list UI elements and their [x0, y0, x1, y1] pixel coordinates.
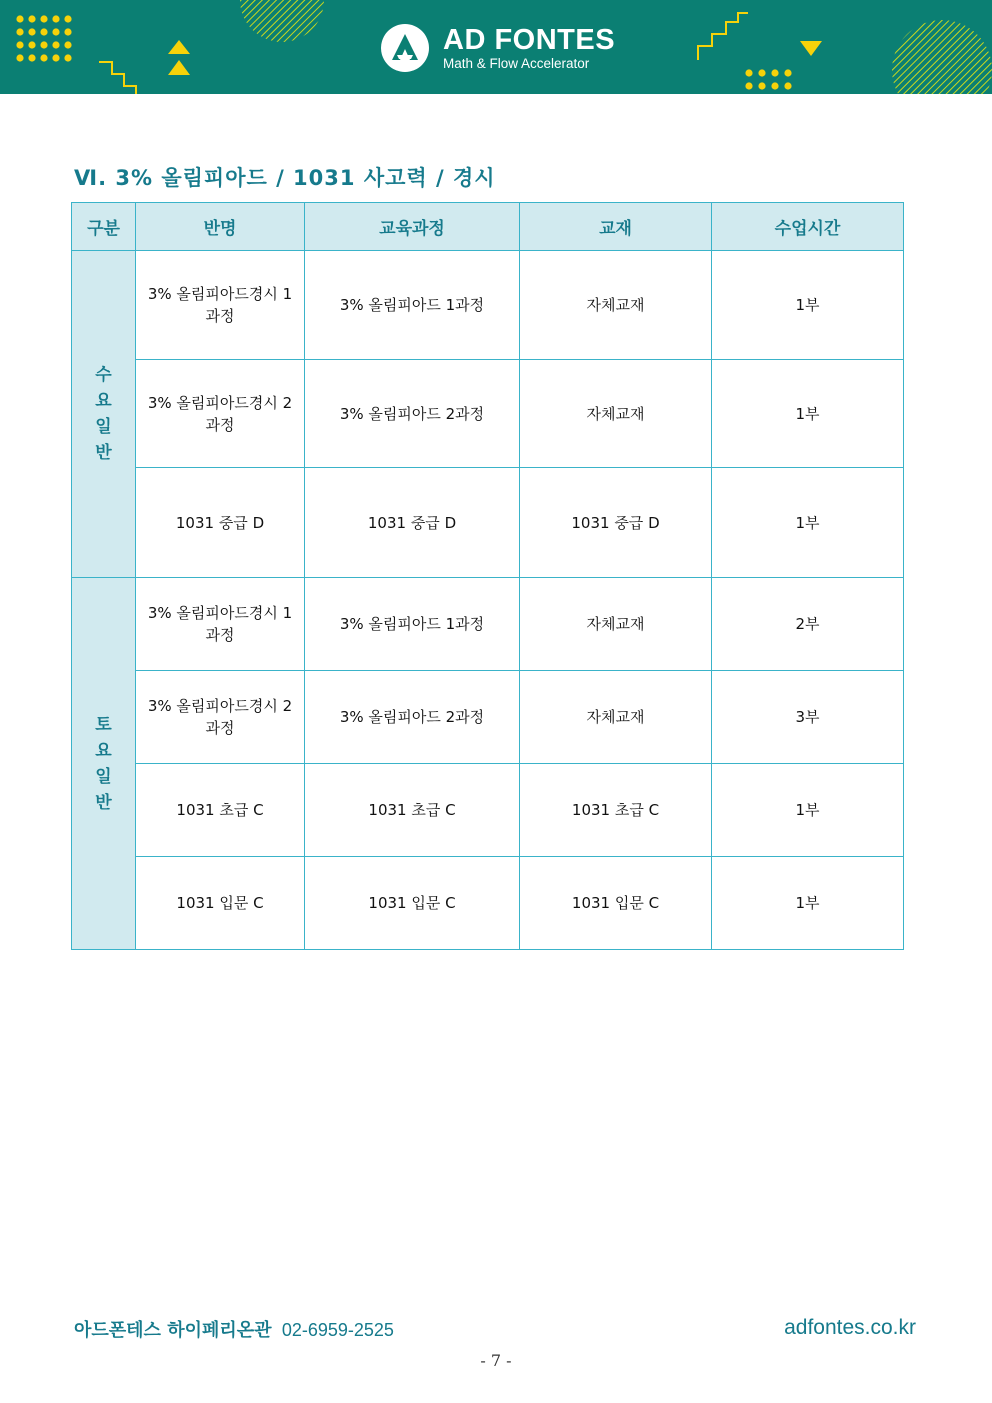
class-name-cell: 3% 올림피아드경시 2과정	[136, 671, 305, 764]
group-label: 수요일반	[95, 365, 112, 463]
class-name-cell: 3% 올림피아드경시 1과정	[136, 578, 305, 671]
class-name-cell: 1031 초급 C	[136, 764, 305, 857]
table-row	[72, 468, 904, 578]
textbook-cell: 1031 중급 D	[520, 468, 712, 578]
class-time-cell: 1부	[712, 764, 904, 857]
course-cell: 1031 입문 C	[305, 857, 520, 950]
hatched-half-circle	[240, 0, 324, 42]
group-label-cell	[72, 251, 136, 578]
course-cell: 3% 올림피아드 2과정	[305, 360, 520, 468]
header-class-time: 수업시간	[712, 203, 904, 251]
header-banner	[0, 0, 992, 94]
brand-logo	[381, 24, 615, 72]
hatched-circle	[892, 20, 992, 94]
table-row	[72, 671, 904, 764]
class-name-cell: 3% 올림피아드경시 2과정	[136, 360, 305, 468]
ad-fontes-logo-icon	[381, 24, 429, 72]
dot-grid-right	[745, 69, 791, 89]
course-cell: 3% 올림피아드 1과정	[305, 251, 520, 360]
class-name-cell: 1031 입문 C	[136, 857, 305, 950]
page-number: - 7 -	[480, 1351, 512, 1370]
header-textbook: 교재	[520, 203, 712, 251]
table-row	[72, 251, 904, 360]
table-header-row	[72, 203, 904, 251]
triangle-down-icon	[800, 41, 822, 56]
textbook-cell: 1031 초급 C	[520, 764, 712, 857]
footer-website: adfontes.co.kr	[784, 1316, 916, 1339]
brand-tagline: Math & Flow Accelerator	[443, 55, 590, 71]
table-row	[72, 764, 904, 857]
table-row	[72, 578, 904, 671]
class-time-cell: 3부	[712, 671, 904, 764]
footer-branch-name: 아드폰테스 하이페리온관	[74, 1320, 272, 1341]
group-label: 토요일반	[95, 714, 112, 813]
triangle-up-icon	[168, 40, 190, 54]
textbook-cell: 자체교재	[520, 578, 712, 671]
brand-name: AD FONTES	[443, 23, 616, 56]
triangle-up-icon	[168, 60, 190, 75]
course-cell: 1031 중급 D	[305, 468, 520, 578]
stair-line-right	[698, 13, 748, 60]
class-time-cell: 1부	[712, 251, 904, 360]
table-row	[72, 360, 904, 468]
textbook-cell: 자체교재	[520, 671, 712, 764]
course-cell: 3% 올림피아드 2과정	[305, 671, 520, 764]
textbook-cell: 1031 입문 C	[520, 857, 712, 950]
textbook-cell: 자체교재	[520, 360, 712, 468]
class-time-cell: 2부	[712, 578, 904, 671]
group-label-cell	[72, 578, 136, 950]
footer-phone: 02-6959-2525	[281, 1320, 394, 1340]
section-title: Ⅵ. 3% 올림피아드 / 1031 사고력 / 경시	[74, 166, 496, 190]
class-time-cell: 1부	[712, 857, 904, 950]
dot-grid-left	[16, 15, 71, 61]
table-row	[72, 857, 904, 950]
footer-branch-info	[74, 1316, 394, 1342]
header-class-name: 반명	[136, 203, 305, 251]
stair-line-left	[99, 62, 136, 94]
header-course: 교육과정	[305, 203, 520, 251]
course-cell: 1031 초급 C	[305, 764, 520, 857]
textbook-cell: 자체교재	[520, 251, 712, 360]
class-time-cell: 1부	[712, 360, 904, 468]
curriculum-table	[71, 202, 904, 950]
header-category: 구분	[72, 203, 136, 251]
class-name-cell: 1031 중급 D	[136, 468, 305, 578]
class-name-cell: 3% 올림피아드경시 1과정	[136, 251, 305, 360]
course-cell: 3% 올림피아드 1과정	[305, 578, 520, 671]
class-time-cell: 1부	[712, 468, 904, 578]
